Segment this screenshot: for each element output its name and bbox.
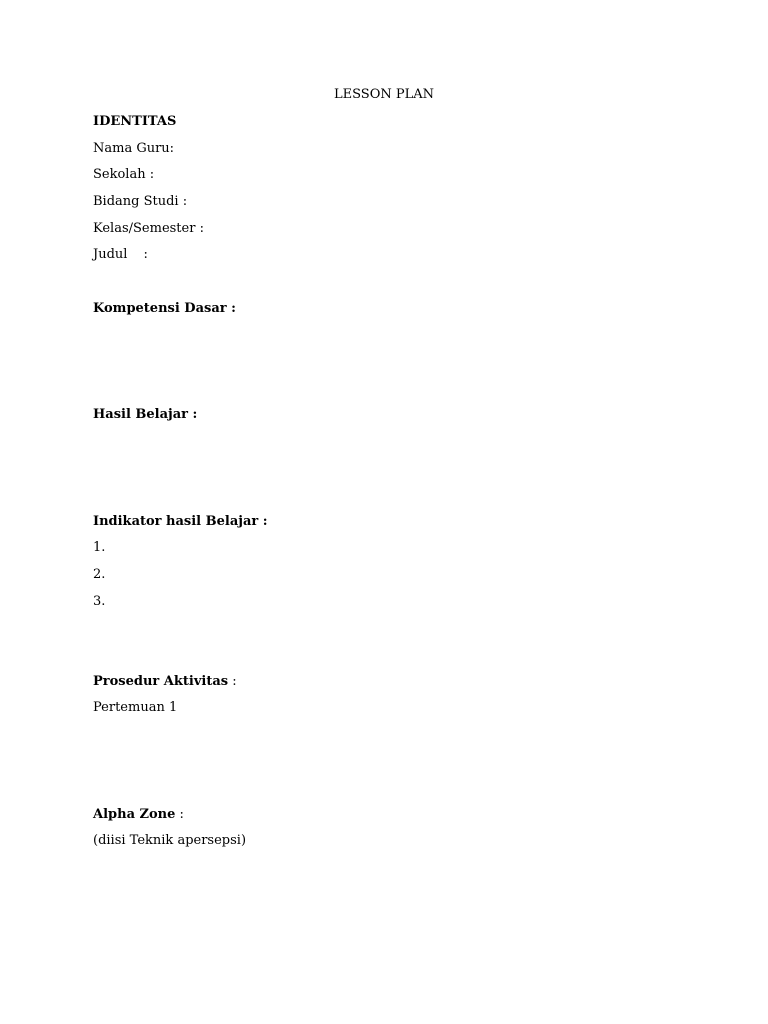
bidang-studi-label: Bidang Studi : [93, 194, 188, 209]
kompetensi-dasar-heading: Kompetensi Dasar : [93, 301, 236, 316]
nama-guru-label: Nama Guru: [93, 141, 175, 156]
indikator-item: 3. [93, 594, 106, 609]
kelas-semester-label: Kelas/Semester : [93, 221, 204, 236]
judul-label: Judul [93, 247, 128, 262]
alpha-zone-row [93, 807, 184, 823]
prosedur-colon: : [228, 674, 237, 689]
alpha-zone-note: (diisi Teknik apersepsi) [93, 833, 247, 848]
indikator-heading: Indikator hasil Belajar : [93, 514, 268, 529]
indikator-item: 2. [93, 567, 106, 582]
alpha-zone-heading: Alpha Zone [93, 807, 176, 822]
judul-colon: : [143, 247, 148, 262]
hasil-belajar-heading: Hasil Belajar : [93, 407, 198, 422]
prosedur-row [93, 674, 237, 690]
alpha-zone-colon: : [175, 807, 184, 822]
sekolah-label: Sekolah : [93, 167, 155, 182]
pertemuan-label: Pertemuan 1 [93, 700, 178, 715]
identitas-heading: IDENTITAS [93, 114, 177, 129]
judul-row [93, 247, 148, 263]
page-title: LESSON PLAN [333, 87, 434, 102]
prosedur-heading: Prosedur Aktivitas [93, 674, 229, 689]
indikator-item: 1. [93, 540, 106, 555]
